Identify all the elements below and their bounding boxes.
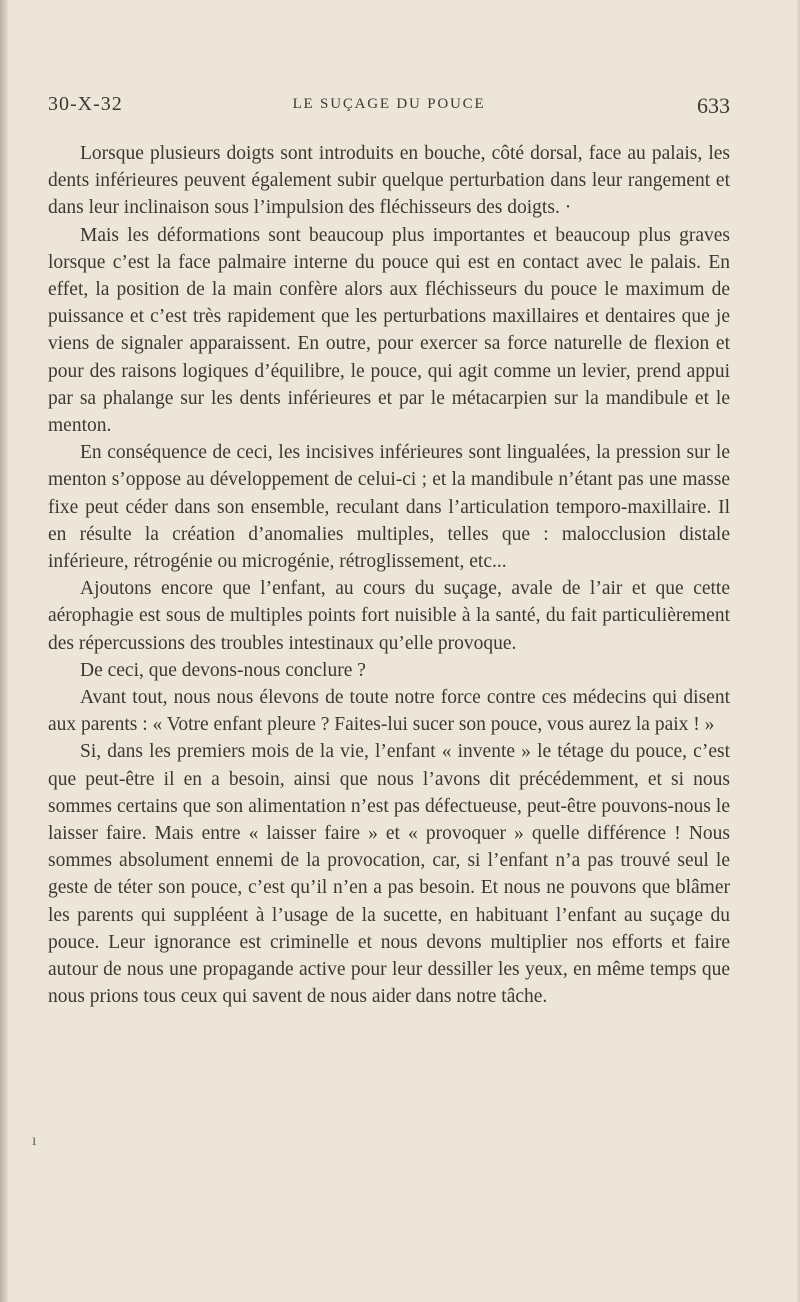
- paragraph: Si, dans les premiers mois de la vie, l’enfant « invente » le tétage du pouce, c’est que peut-être il en a besoin, ainsi que nous l’avons dit précédemment, et si nous sommes certains que son alimentation n’est pas défectueuse, peut-être pouvons-nous le laisser faire. Mais entre « laisser faire » et « provoquer » quelle différence ! Nous sommes absolument ennemi de la provocation, car, si l’enfant n’a pas trouvé seul le geste de téter son pouce, c’est qu’il n’en a pas besoin. Et nous ne pouvons que blâmer les parents qui suppléent à l’usage de la sucette, en habituant l’enfant au suçage du pouce. Leur ignorance est criminelle et nous devons multiplier nos efforts et faire autour de nous une propagande active pour leur dessiller les yeux, en même temps que nous prions tous ceux qui savent de nous aider dans notre tâche.: [48, 741, 730, 1008]
- margin-mark: ı: [32, 1132, 37, 1149]
- paragraph: Ajoutons encore que l’enfant, au cours du suçage, avale de l’air et que cette aérophagie est sous de multiples points fort nuisible à la santé, du fait particulièrement des répercussions des troubles intestinaux qu’elle provoque.: [48, 578, 730, 654]
- header-title: LE SUÇAGE DU POUCE: [292, 96, 486, 112]
- body-text: [48, 140, 730, 1011]
- paragraph: En conséquence de ceci, les incisives inférieures sont lingualées, la pression sur le menton s’oppose au développement de celui-ci ; et la mandibule n’étant pas une masse fixe peut céder dans son ensemble, reculant dans l’articulation temporo-maxillaire. Il en résulte la création d’anomalies multiples, telles que : malocclusion distale inférieure, rétrogénie ou microgénie, rétroglissement, etc...: [48, 442, 730, 573]
- paragraph: De ceci, que devons-nous conclure ?: [80, 659, 366, 681]
- paragraph: Avant tout, nous nous élevons de toute notre force contre ces médecins qui disent aux parents : « Votre enfant pleure ? Faites-lui sucer son pouce, vous aurez la paix ! »: [48, 687, 730, 736]
- paragraph: Mais les déformations sont beaucoup plus importantes et beaucoup plus graves lorsque c’est la face palmaire interne du pouce qui est en contact avec le palais. En effet, la position de la main confère alors aux fléchisseurs du pouce le maximum de puissance et c’est très rapidement que les perturbations maxillaires et dentaires que je viens de signaler apparaissent. En outre, pour exercer sa force naturelle de flexion et pour des raisons logiques d’équilibre, le pouce, qui agit comme un levier, prend appui par sa phalange sur les dents inférieures et par le métacarpien sur la mandibule et le menton.: [48, 224, 730, 437]
- running-header: [48, 93, 730, 121]
- header-date: 30-X-32: [48, 93, 123, 115]
- paragraph: Lorsque plusieurs doigts sont introduits en bouche, côté dorsal, face au palais, les dents inférieures peuvent également subir quelque perturbation dans leur rangement et dans leur inclinaison sous l’impulsion des fléchisseurs des doigts. ·: [48, 143, 730, 219]
- page-edge-shadow: [796, 0, 800, 1302]
- page-binding-shadow: [0, 0, 8, 1302]
- page-number: 633: [697, 93, 730, 118]
